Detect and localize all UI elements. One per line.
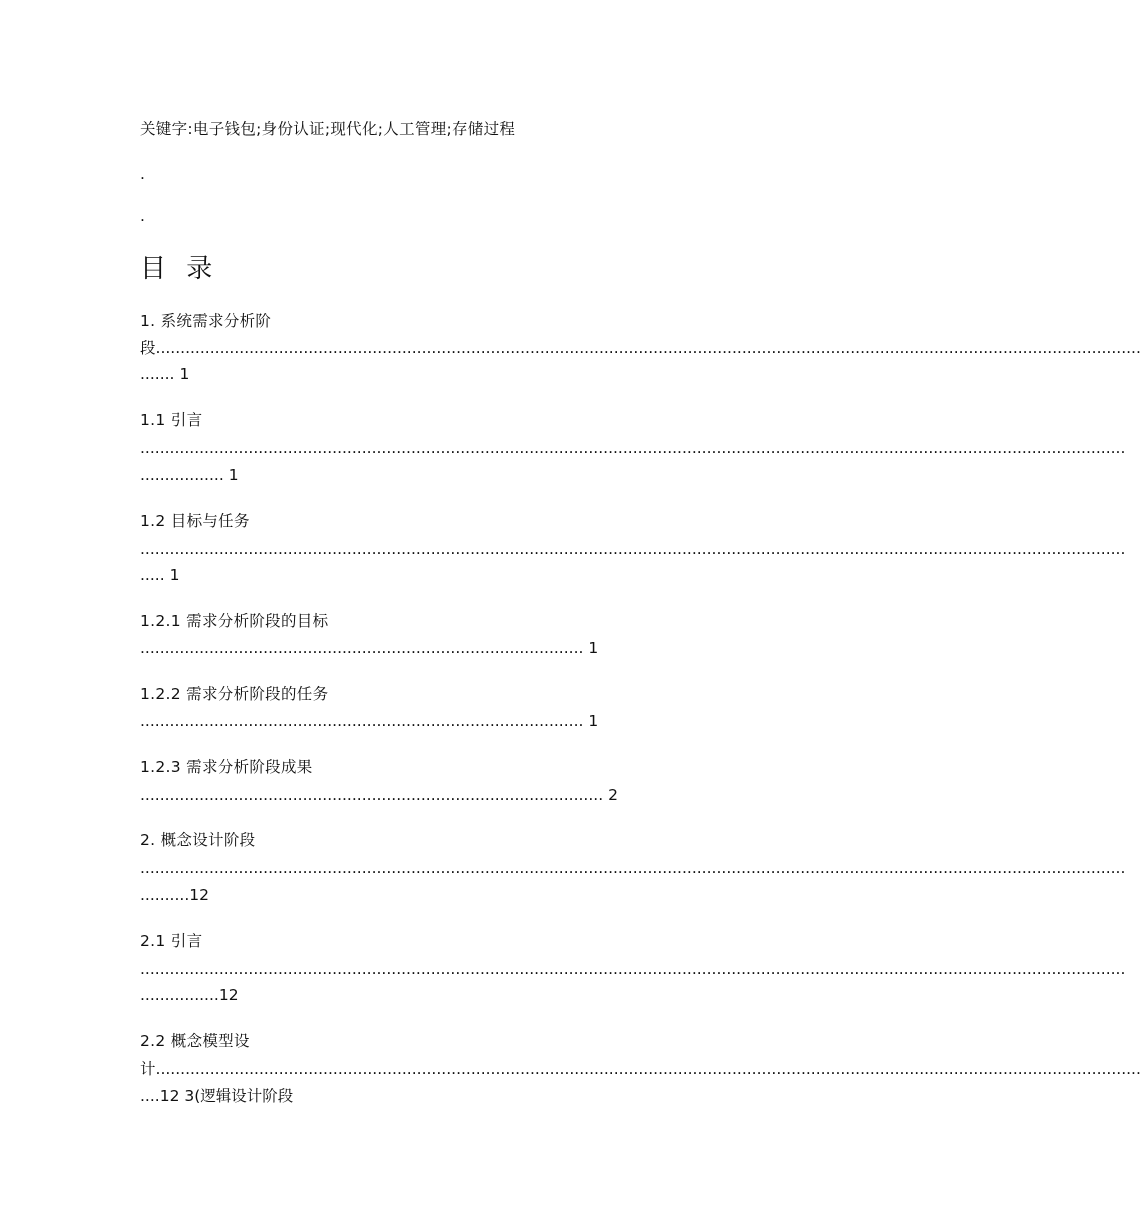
toc-page-number: 12 xyxy=(189,886,210,904)
toc-entry-heading: 1. 系统需求分析阶 xyxy=(140,312,272,330)
toc-leader-dots: ........................................................................................................................................................................................................ xyxy=(155,1060,1141,1078)
toc-leader-dots: ........................................................................................................................................................................................................ xyxy=(140,859,1126,877)
dot-paragraph: . xyxy=(140,165,146,183)
toc-leader-dots: .......................................................................................... xyxy=(140,639,584,657)
toc-page-number: 12 xyxy=(218,986,239,1004)
toc-entry-heading: 1.2 目标与任务 xyxy=(140,512,250,530)
toc-leader-line xyxy=(140,785,618,805)
toc-entry-heading: 1.2.2 需求分析阶段的任务 xyxy=(140,685,329,703)
toc-entry-heading-cont: 段 xyxy=(140,339,156,357)
toc-page-number: 1 xyxy=(169,566,180,584)
toc-leader-dots: ........................................................................................................................................................................................................ xyxy=(140,540,1126,558)
toc-leader-dots: .............................................................................................. xyxy=(140,786,604,804)
toc-entry-heading: 2.2 概念模型设 xyxy=(140,1032,250,1050)
toc-leader-dots: ........................................................................................................................................................................................................ xyxy=(140,439,1126,457)
toc-leader-dots: ................ xyxy=(140,986,219,1004)
toc-leader-tail xyxy=(140,465,239,485)
toc-page-number: 12 xyxy=(159,1087,180,1105)
toc-entry-heading: 1.1 引言 xyxy=(140,411,203,429)
toc-leader-dots: .......................................................................................... xyxy=(140,712,584,730)
toc-title: 目 录 xyxy=(140,254,219,284)
toc-leader-tail xyxy=(140,565,179,585)
toc-leader-dots: .... xyxy=(140,1087,160,1105)
toc-entry-heading-cont: 计 xyxy=(140,1060,156,1078)
toc-leader-tail xyxy=(140,364,189,384)
toc-leader-line xyxy=(140,638,598,658)
toc-page-number: 2 xyxy=(608,786,618,804)
toc-leader-line xyxy=(140,539,1126,559)
toc-leader-line xyxy=(140,338,1141,358)
toc-page-number: 1 xyxy=(588,639,599,657)
toc-leader-line xyxy=(140,1059,1141,1079)
toc-leader-line xyxy=(140,711,598,731)
toc-leader-dots: ........................................................................................................................................................................................................ xyxy=(155,339,1141,357)
toc-entry-heading: 1.2.3 需求分析阶段成果 xyxy=(140,758,313,776)
toc-page-number: 1 xyxy=(228,466,239,484)
toc-leader-dots: ................. xyxy=(140,466,224,484)
toc-leader-line xyxy=(140,438,1126,458)
keywords-line: 关键字:电子钱包;身份认证;现代化;人工管理;存储过程 xyxy=(140,120,516,138)
toc-entry-heading: 2.1 引言 xyxy=(140,932,203,950)
toc-page-number: 1 xyxy=(179,365,190,383)
toc-entry-heading: 1.2.1 需求分析阶段的目标 xyxy=(140,612,329,630)
toc-leader-line xyxy=(140,858,1126,878)
toc-leader-tail xyxy=(140,1086,293,1106)
toc-entry-heading: 2. 概念设计阶段 xyxy=(140,831,256,849)
toc-next-entry-fragment: 3(逻辑设计阶段 xyxy=(184,1087,294,1105)
toc-page-number: 1 xyxy=(588,712,599,730)
toc-leader-dots: ........................................................................................................................................................................................................ xyxy=(140,960,1126,978)
toc-leader-tail xyxy=(140,885,209,905)
toc-leader-tail xyxy=(140,985,239,1005)
dot-paragraph: . xyxy=(140,207,146,225)
toc-leader-dots: ..... xyxy=(140,566,165,584)
toc-leader-line xyxy=(140,959,1126,979)
toc-leader-dots: .......... xyxy=(140,886,190,904)
toc-leader-dots: ....... xyxy=(140,365,175,383)
